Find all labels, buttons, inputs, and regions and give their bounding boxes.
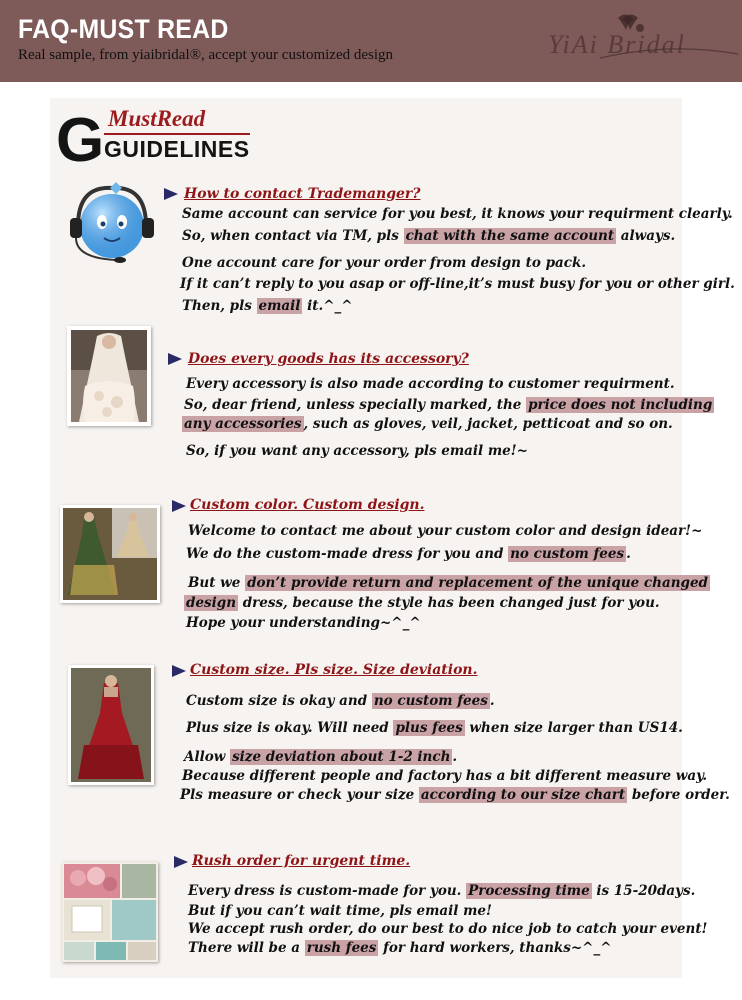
section-line: Custom size is okay and no custom fees .	[186, 693, 495, 709]
section-line: But we don’t provide return and replacement of the unique changed	[188, 575, 708, 591]
custom-gowns-icon	[60, 505, 160, 603]
section-line: So, dear friend, unless specially marked, the price does not including	[184, 397, 713, 413]
section-heading: Custom size. Pls size. Size deviation.	[190, 662, 478, 678]
section-line: Welcome to contact me about your custom color and design idear!~	[188, 523, 703, 539]
section-arrow-icon	[168, 353, 182, 365]
wedding-collage-image	[62, 862, 158, 962]
section-line: But if you can’t wait time, pls email me!	[188, 903, 492, 919]
wedding-dress-icon	[67, 326, 151, 426]
page-subtitle: Real sample, from yiaibridal®, accept your customized design	[18, 47, 394, 63]
section-heading: Does every goods has its accessory?	[188, 351, 469, 367]
section-line: Hope your understanding~^_^	[186, 615, 421, 631]
section-line: So, when contact via TM, pls chat with the same account always.	[182, 228, 676, 244]
section-arrow-icon	[174, 856, 188, 868]
headset-mascot-icon	[60, 182, 156, 272]
section-line: We do the custom-made dress for you and no custom fees .	[186, 546, 631, 562]
section-line: Because different people and factory has a bit different measure way.	[182, 768, 708, 784]
section-heading: Custom color. Custom design.	[190, 497, 425, 513]
section-arrow-icon	[172, 665, 186, 677]
section-arrow-icon	[164, 188, 178, 200]
section-line: any accessories , such as gloves, veil, jacket, petticoat and so on.	[184, 416, 673, 432]
section-line: If it can’t reply to you asap or off-line,it’s must busy for you or other girl.	[180, 276, 735, 292]
section-line: There will be a rush fees for hard workers, thanks~^_^	[188, 940, 612, 956]
section-line: We accept rush order, do our best to do nice job to catch your event!	[188, 921, 708, 937]
wedding-collage-icon	[62, 862, 158, 962]
section-line: Pls measure or check your size according to our size chart before order.	[180, 787, 730, 803]
mustread-underline	[104, 133, 250, 135]
section-line: Same account can service for you best, it knows your requirment clearly.	[182, 206, 733, 222]
section-heading: Rush order for urgent time.	[192, 853, 411, 869]
brand-logo-text: YiAi Bridal	[548, 30, 686, 59]
section-line: So, if you want any accessory, pls email me!~	[186, 443, 528, 459]
mustread-label: MustRead	[108, 106, 206, 131]
header-banner	[0, 0, 742, 82]
section-line: design dress, because the style has been changed just for you.	[186, 595, 660, 611]
red-gown-icon	[68, 665, 154, 785]
section-line: Then, pls email it.^_^	[182, 298, 353, 314]
section-heading: How to contact Trademanger?	[184, 186, 421, 202]
section-line: One account care for your order from design to pack.	[182, 255, 587, 271]
red-gown-image	[68, 665, 154, 785]
section-line: Every accessory is also made according to customer requirment.	[186, 376, 675, 392]
section-line: Plus size is okay. Will need plus fees when size larger than US14.	[186, 720, 683, 736]
section-line: Allow size deviation about 1-2 inch .	[184, 749, 458, 765]
guidelines-g-letter: G	[56, 106, 105, 175]
guidelines-label: GUIDELINES	[104, 136, 250, 162]
headset-mascot-image	[60, 182, 156, 272]
section-arrow-icon	[172, 500, 186, 512]
custom-gowns-image	[60, 505, 160, 603]
section-line: Every dress is custom-made for you. Processing time is 15-20days.	[188, 883, 696, 899]
wedding-dress-image	[67, 326, 151, 426]
page-title: FAQ-MUST READ	[18, 14, 229, 44]
